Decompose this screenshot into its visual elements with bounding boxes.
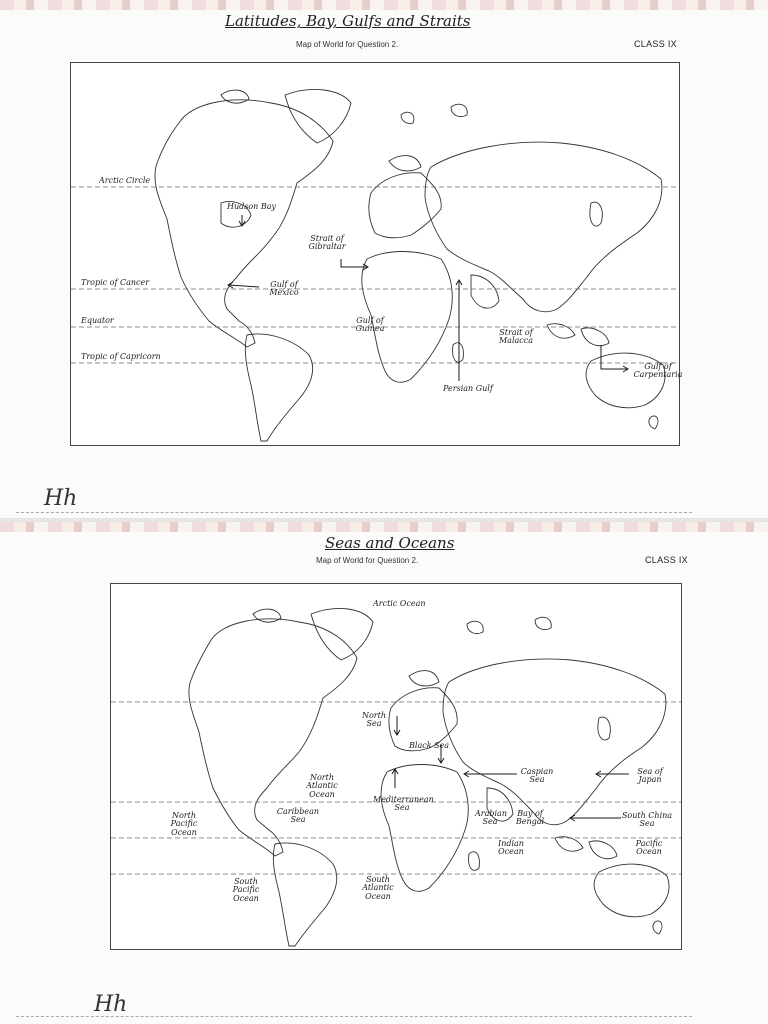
label-strait-of-gibraltar: Strait of Gibraltar <box>308 234 346 252</box>
world-map-bottom <box>110 583 682 950</box>
label-caribbean-sea: Caribbean Sea <box>276 807 320 825</box>
label-persian-gulf: Persian Gulf <box>443 384 493 393</box>
map-caption: Map of World for Question 2. <box>316 556 419 565</box>
signature-mark: Hh <box>44 486 78 511</box>
label-south-pacific-ocean: South Pacific Ocean <box>232 877 260 903</box>
label-gulf-of-carpentaria: Gulf of Carpentaria <box>633 362 683 380</box>
label-tropic-of-cancer: Tropic of Cancer <box>81 278 150 287</box>
label-hudson-bay: Hudson Bay <box>227 202 277 211</box>
class-label: CLASS IX <box>645 555 688 565</box>
label-arctic-ocean: Arctic Ocean <box>373 599 426 608</box>
world-outline-map <box>71 63 679 445</box>
label-black-sea: Black Sea <box>409 741 450 750</box>
label-south-china-sea: South China Sea <box>621 811 673 829</box>
map-caption: Map of World for Question 2. <box>296 40 399 49</box>
label-tropic-of-capricorn: Tropic of Capricorn <box>81 352 161 361</box>
label-south-atlantic-ocean: South Atlantic Ocean <box>362 875 394 901</box>
worksheet-title: Seas and Oceans <box>325 534 455 552</box>
worksheet-title: Latitudes, Bay, Gulfs and Straits <box>225 12 471 30</box>
label-north-atlantic-ocean: North Atlantic Ocean <box>306 773 338 799</box>
paper-edge-pattern <box>0 522 768 532</box>
label-gulf-of-guinea: Gulf of Guinea <box>355 316 385 334</box>
label-sea-of-japan: Sea of Japan <box>637 767 663 785</box>
label-strait-of-malacca: Strait of Malacca <box>498 328 534 346</box>
page-divider <box>16 512 692 513</box>
paper-edge-pattern <box>0 0 768 10</box>
world-map-top <box>70 62 683 446</box>
label-indian-ocean: Indian Ocean <box>498 839 524 857</box>
label-north-pacific-ocean: North Pacific Ocean <box>170 811 198 837</box>
label-north-sea: North Sea <box>361 711 386 729</box>
worksheet-bottom <box>0 522 768 1024</box>
label-mediterranean-sea: Mediterranean Sea <box>373 795 434 813</box>
signature-mark: Hh <box>94 992 128 1017</box>
class-label: CLASS IX <box>634 39 677 49</box>
page-divider <box>16 1016 692 1017</box>
label-gulf-of-mexico: Gulf of Mexico <box>269 280 299 298</box>
label-bay-of-bengal: Bay of Bengal <box>515 809 545 827</box>
label-caspian-sea: Caspian Sea <box>520 767 554 785</box>
label-arctic-circle: Arctic Circle <box>99 176 151 185</box>
label-arabian-sea: Arabian Sea <box>475 809 507 827</box>
label-pacific-ocean: Pacific Ocean <box>635 839 663 857</box>
label-equator: Equator <box>81 316 114 325</box>
